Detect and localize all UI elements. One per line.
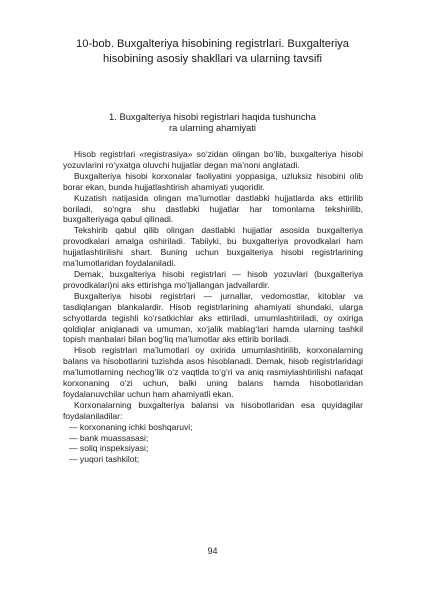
chapter-title-line-2: hisobining asosiy shakllari va ularning tavsifi xyxy=(103,52,322,65)
chapter-title xyxy=(40,37,385,67)
paragraph: Demak, buxgalteriya hisobi registrlari — hisob yozuvlari (buxgalteriya provodkalari)ni aks ettirishga mo‘ljallangan jadvallardir. xyxy=(63,268,363,290)
list-item: — korxonaning ichki boshqaruvi; xyxy=(69,421,193,432)
paragraph: Buxgalteriya hisobi korxonalar faoliyatini yoppasiga, uzluksiz hisobini olib borar ekan, bunda hujjatlashtirish ahamiyati yuqoridir. xyxy=(63,170,363,192)
list-item: — bank muassasasi; xyxy=(69,432,149,443)
list-item: — yuqori tashkilot; xyxy=(69,454,140,465)
section-title-line-1: 1. Buxgalteriya hisobi registrlari haqida tushuncha xyxy=(109,111,316,122)
list-item: — soliq inspeksiyasi; xyxy=(69,443,149,454)
chapter-title-line-1: 10-bob. Buxgalteriya hisobining registrlari. Buxgalteriya xyxy=(76,38,349,50)
paragraph: Korxonalarning buxgalteriya balansi va hisobotlaridan esa quyidagilar foydalaniladilar: xyxy=(63,399,363,421)
paragraph: Kuzatish natijasida olingan ma’lumotlar dastlabki hujjatlarda aks ettirilib boriladi, so‘ngra shu dastlabki hujjatlar har tomonlama tekshirilib, buxgalteriyaga qabul qilinadi. xyxy=(63,192,363,225)
body-text xyxy=(63,149,363,465)
paragraph: Hisob registrlari «registrasiya» so‘zidan olingan bo‘lib, buxgalteriya hisobi yozuvlarini ro‘yxatga oluvchi hujjatlar degan ma’noni anglatadi. xyxy=(63,149,363,170)
paragraph: Tekshirib qabul qilib olingan dastlabki hujjatlar asosida buxgalteriya provodkalari amalga oshiriladi. Tabiiyki, bu buxgalteriya provodkalari ham hujjatlashtirilishi shart. Buning uchun buxgalteriya hisobi registrlarining ma’lumotlaridan foydalaniladi. xyxy=(63,225,363,269)
section-title xyxy=(50,111,375,134)
paragraph: Hisob registrlari ma’lumotlari oy oxirida umumlashtirilib, korxonalarning balans va hisobotlarini tuzishda asos hisoblanadi. Demak, hisob registrlaridagi ma’lumotlarning nechog‘lik o‘z vaqtida to‘g‘ri va aniq rasmiylashtirilishi nafaqat korxonaning o‘zi uchun, balki uning balans hamda hisobotlaridan foydalanuvchilar uchun ham ahamiyatli ekan. xyxy=(63,345,363,399)
page-number: 94 xyxy=(207,546,218,556)
section-title-line-2: ra ularning ahamiyati xyxy=(168,122,257,134)
paragraph: Buxgalteriya hisobi registrlari — jurnallar, vedomostlar, kitoblar va tasdiqlangan blankalardir. Hisob registrlarining ahamiyati shundaki, ularga schyotlarda tegishli ko‘rsatkichlar aks ettiriladi, umumlashtiriladi, oy oxiriga qoldiqlar aniqlanadi va umuman, xo‘jalik mablag‘lari hamda ularning tashkil topish manbalari bilan bog‘liq ma’lumotlar aks ettirib boriladi. xyxy=(63,290,363,345)
